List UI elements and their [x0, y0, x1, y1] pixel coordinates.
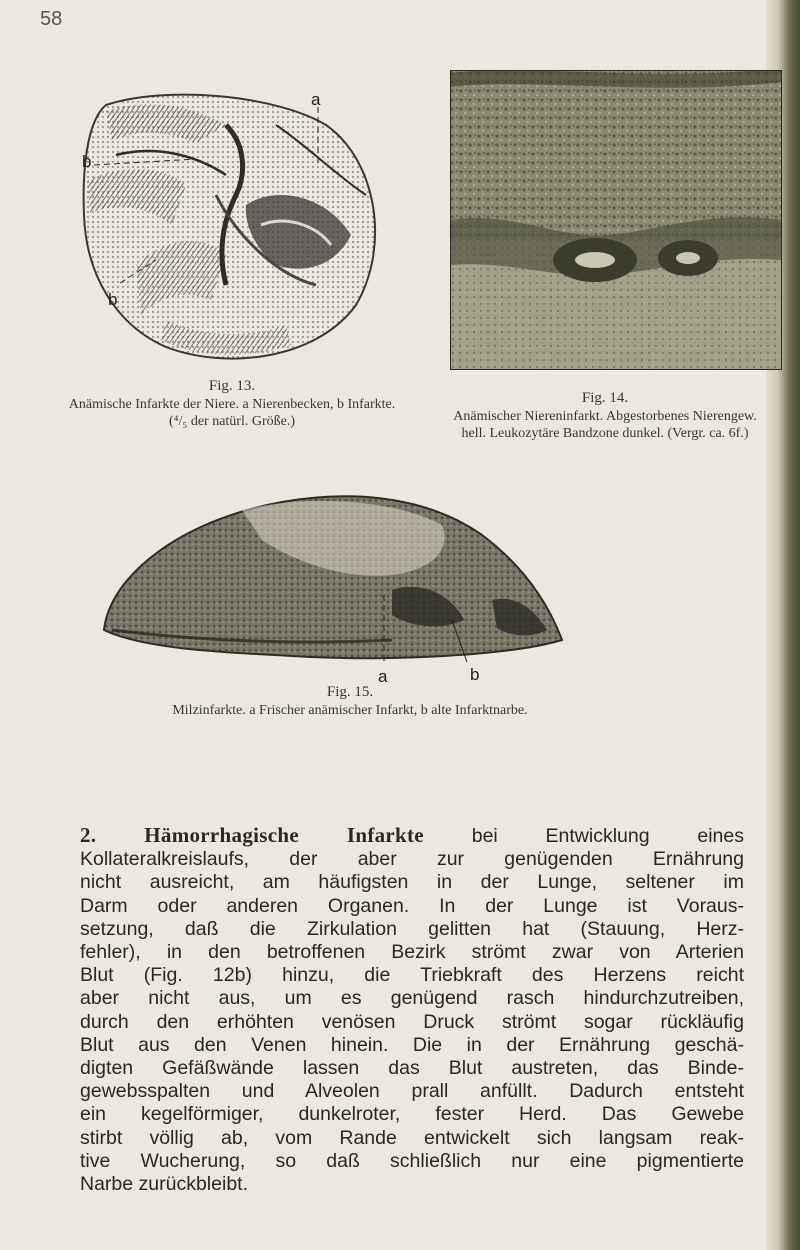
body-line: digten Gefäßwände lassen das Blut austreten, das Binde-: [80, 1057, 744, 1080]
fig15-spleen-illustration: [92, 480, 570, 662]
fig14-caption-line2: hell. Leukozytäre Bandzone dunkel. (Vergr. ca. 6f.): [461, 426, 749, 442]
body-line: stirbt völlig ab, vom Rande entwickelt sich langsam reak-: [80, 1126, 744, 1149]
fig13-caption-line1: Anämische Infarkte der Niere. a Nierenbecken, b Infarkte.: [68, 396, 396, 412]
body-line: Darm oder anderen Organen. In der Lunge ist Voraus-: [80, 894, 744, 917]
body-line: Blut (Fig. 12b) hinzu, die Triebkraft des Herzens reicht: [80, 964, 744, 987]
fig15-marker-b: b: [470, 665, 480, 684]
fig14-caption: [440, 390, 770, 442]
fig13-kidney-illustration: [76, 85, 392, 370]
fig13-caption-line2: (⁴/₅ der natürl. Größe.): [169, 414, 295, 430]
fig15-label: Fig. 15.: [326, 684, 374, 700]
body-line: aber nicht aus, um es genügend rasch hindurchzutreiben,: [80, 987, 744, 1010]
body-line: gewebsspalten und Alveolen prall anfüllt. Dadurch entsteht: [80, 1080, 744, 1103]
body-line: setzung, daß die Zirkulation gelitten hat (Stauung, Herz-: [80, 917, 744, 940]
page-number: 58: [40, 8, 63, 30]
body-line: Narbe zurückbleibt.: [80, 1173, 248, 1196]
fig14-micrograph: [450, 70, 782, 370]
body-line: Blut aus den Venen hinein. Die in der Ernährung geschä-: [80, 1033, 744, 1056]
body-line: Kollateralkreislaufs, der aber zur genügenden Ernährung: [80, 848, 744, 871]
section-heading: 2. Hämorrhagische Infarkte: [80, 823, 424, 847]
fig15-marker-a: a: [378, 667, 388, 686]
body-line: nicht ausreicht, am häufigsten in der Lunge, seltener im: [80, 871, 744, 894]
fig13-caption: [34, 378, 430, 430]
fig15-caption: [50, 684, 650, 718]
fig13-marker-a: a: [311, 90, 321, 109]
body-line: ein kegelförmiger, dunkelroter, fester Herd. Das Gewebe: [80, 1103, 744, 1126]
fig13-marker-b-top: b: [82, 152, 92, 171]
fig13-marker-b-bottom: b: [108, 290, 118, 309]
fig14-label: Fig. 14.: [581, 390, 629, 406]
fig13-label: Fig. 13.: [208, 378, 256, 394]
body-line: fehler), in den betroffenen Bezirk strömt zwar von Arterien: [80, 941, 744, 964]
body-paragraph: [80, 824, 744, 1196]
body-line: tive Wucherung, so daß schließlich nur eine pigmentierte: [80, 1149, 744, 1172]
body-line-0-rest: bei Entwicklung eines: [423, 825, 744, 847]
fig14-caption-line1: Anämischer Niereninfarkt. Abgestorbenes Nierengew.: [453, 408, 757, 424]
body-line: durch den erhöhten venösen Druck strömt sogar rückläufig: [80, 1010, 744, 1033]
body-line-0: [80, 824, 744, 848]
fig15-caption-text: Milzinfarkte. a Frischer anämischer Infarkt, b alte Infarktnarbe.: [172, 702, 528, 718]
